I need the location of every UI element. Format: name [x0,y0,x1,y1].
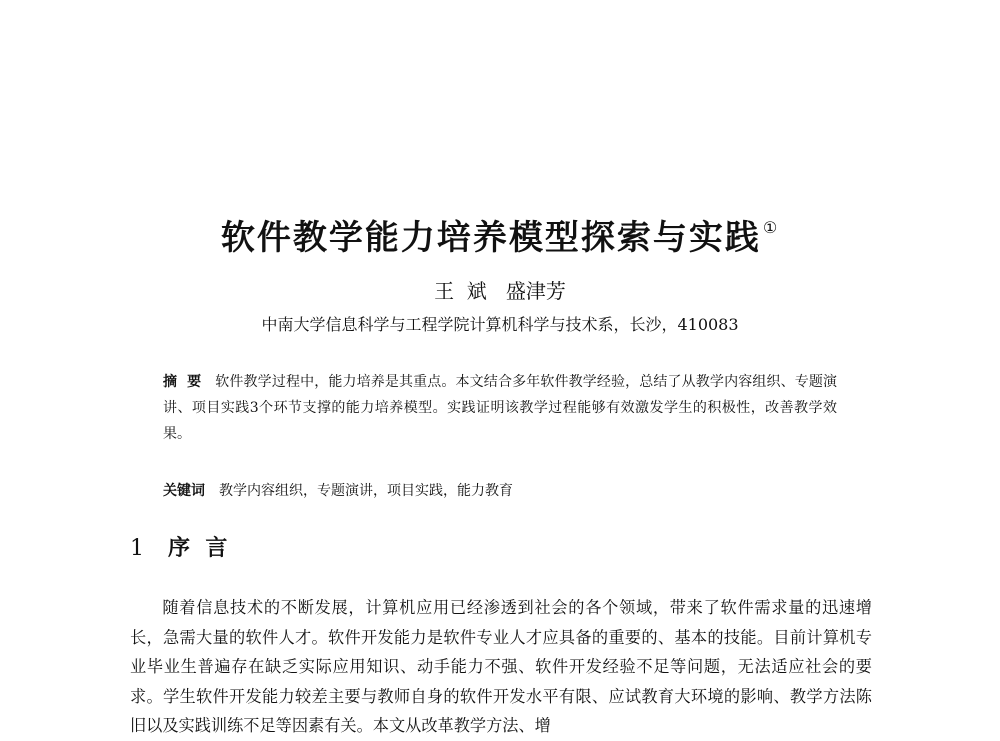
keywords [163,478,837,504]
paper-title [0,203,1000,263]
abstract [163,369,837,447]
author-list: 王 斌 盛津芳 [434,279,566,303]
section-title: 序 言 [168,536,228,561]
keywords-label: 关键词 [163,483,205,499]
section-heading [130,531,227,567]
paper-title-text: 软件教学能力培养模型探索与实践 [220,218,761,258]
abstract-text: 软件教学过程中，能力培养是其重点。本文结合多年软件教学经验，总结了从教学内容组织、专题演讲、项目实践3个环节支撑的能力培养模型。实践证明该教学过程能够有效激发学生的积极性，改善教学效果。 [163,374,837,442]
keywords-text: 教学内容组织，专题演讲，项目实践，能力教育 [219,483,513,499]
section-number: 1 [130,536,144,561]
abstract-label: 摘 要 [163,374,202,390]
author-affiliation: 中南大学信息科学与工程学院计算机科学与技术系，长沙，410083 [261,315,739,334]
title-footnote-marker: ① [762,218,780,237]
body-paragraph: 随着信息技术的不断发展，计算机应用已经渗透到社会的各个领域，带来了软件需求量的迅速增长，急需大量的软件人才。软件开发能力是软件专业人才应具备的重要的、基本的技能。目前计算机专业毕业生普遍存在缺乏实际应用知识、动手能力不强、软件开发经验不足等问题，无法适应社会的要求。学生软件开发能力较差主要与教师自身的软件开发水平有限、应试教育大环境的影响、教学方法陈旧以及实践训练不足等因素有关。本文从改革教学方法、增 [130,598,872,735]
